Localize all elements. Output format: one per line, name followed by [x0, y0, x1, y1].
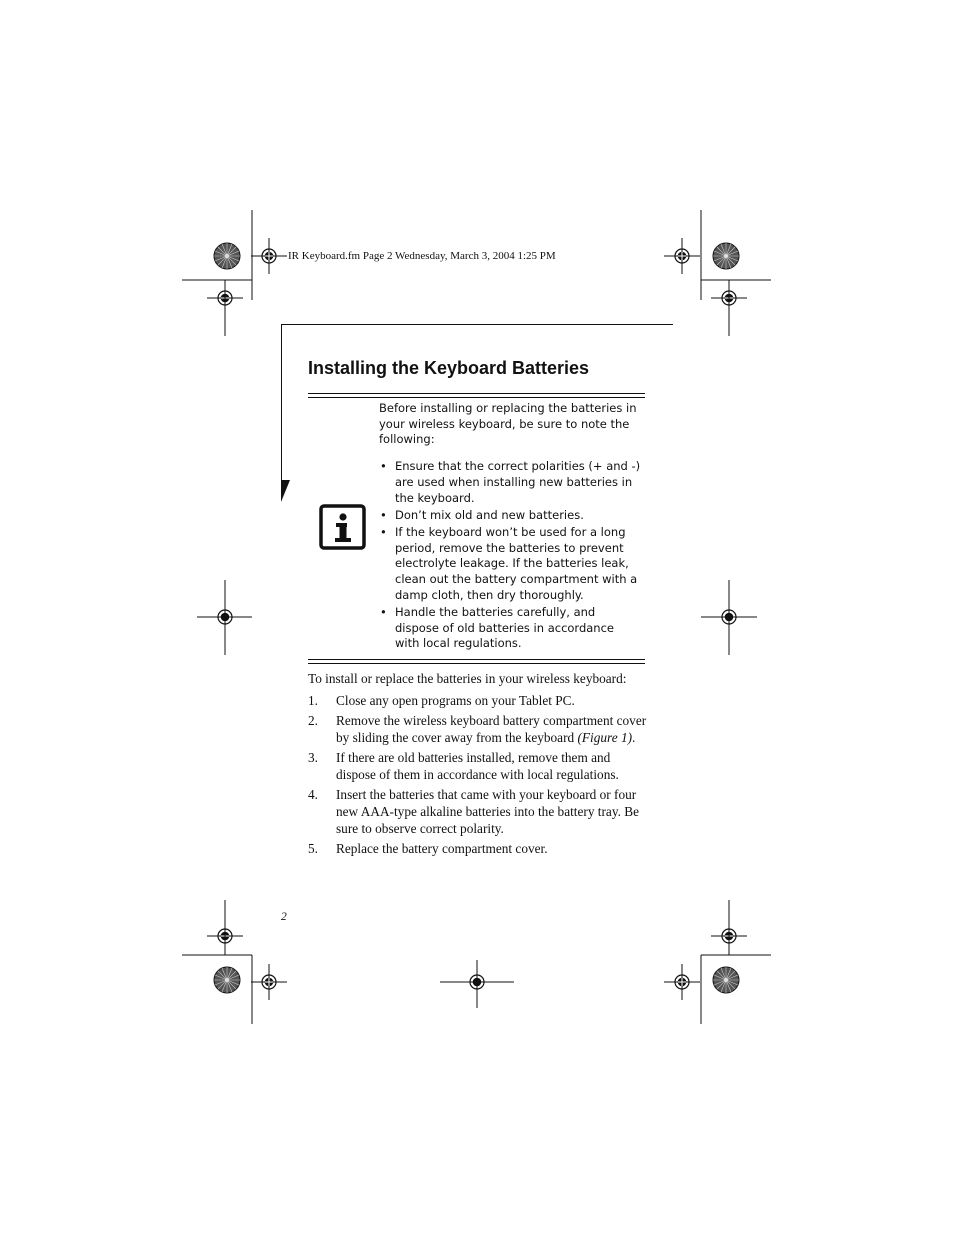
step-item	[308, 749, 648, 783]
star-target-icon	[214, 967, 240, 993]
note-bottom-rule	[308, 663, 645, 664]
info-icon	[319, 504, 367, 550]
steps-list	[308, 692, 648, 857]
step-text: Remove the wireless keyboard battery compartment cover by sliding the cover away from the keyboard	[336, 713, 647, 745]
step-number: 3.	[308, 750, 318, 765]
step-item	[308, 786, 648, 837]
registration-mark-icon	[664, 238, 700, 274]
note-bullet: • Ensure that the correct polarities (+ and -) are used when installing new batteries in the keyboard.	[379, 459, 641, 506]
step-item	[308, 840, 648, 857]
step-item	[308, 692, 648, 709]
step-text-end: .	[632, 730, 636, 745]
step-text: Close any open programs on your Tablet PC.	[336, 693, 575, 708]
note-box	[379, 401, 641, 654]
step-number: 4.	[308, 787, 318, 802]
note-bullet-list	[379, 459, 641, 652]
figure-reference: (Figure 1)	[577, 730, 633, 745]
page-top-rule	[281, 324, 673, 325]
star-target-icon	[713, 967, 739, 993]
instructions-intro: To install or replace the batteries in your wireless keyboard:	[308, 671, 627, 686]
note-intro: Before installing or replacing the batteries in your wireless keyboard, be sure to note the following:	[379, 401, 637, 447]
print-info: IR Keyboard.fm Page 2 Wednesday, March 3, 2004 1:25 PM	[288, 250, 556, 262]
page-number: 2	[281, 911, 287, 923]
star-target-icon	[713, 243, 739, 269]
side-tab-marker	[281, 480, 291, 504]
section-title: Installing the Keyboard Batteries	[308, 358, 590, 378]
registration-mark-icon	[664, 964, 700, 1000]
note-top-rule	[308, 397, 645, 398]
instructions	[308, 670, 648, 860]
step-text: If there are old batteries installed, remove them and dispose of them in accordance with local regulations.	[336, 750, 619, 782]
step-text: Replace the battery compartment cover.	[336, 841, 548, 856]
note-bullet: • Handle the batteries carefully, and dispose of old batteries in accordance with local regulations.	[379, 605, 641, 652]
step-number: 1.	[308, 693, 318, 708]
registration-mark-icon	[251, 964, 287, 1000]
note-bullet: • Don’t mix old and new batteries.	[379, 508, 641, 524]
note-top-rule	[308, 393, 645, 394]
step-item	[308, 712, 648, 746]
note-bottom-rule	[308, 659, 645, 660]
star-target-icon	[214, 243, 240, 269]
note-bullet: • If the keyboard won’t be used for a long period, remove the batteries to prevent electrolyte leakage. If the batteries leak, clean out the battery compartment with a damp cloth, then dry thoroughly.	[379, 525, 641, 604]
step-number: 5.	[308, 841, 318, 856]
page-side-rule	[281, 324, 282, 500]
registration-mark-icon	[251, 238, 287, 274]
step-number: 2.	[308, 713, 318, 728]
step-text: Insert the batteries that came with your keyboard or four new AAA-type alkaline batteries into the battery tray. Be sure to observe correct polarity.	[336, 787, 640, 836]
